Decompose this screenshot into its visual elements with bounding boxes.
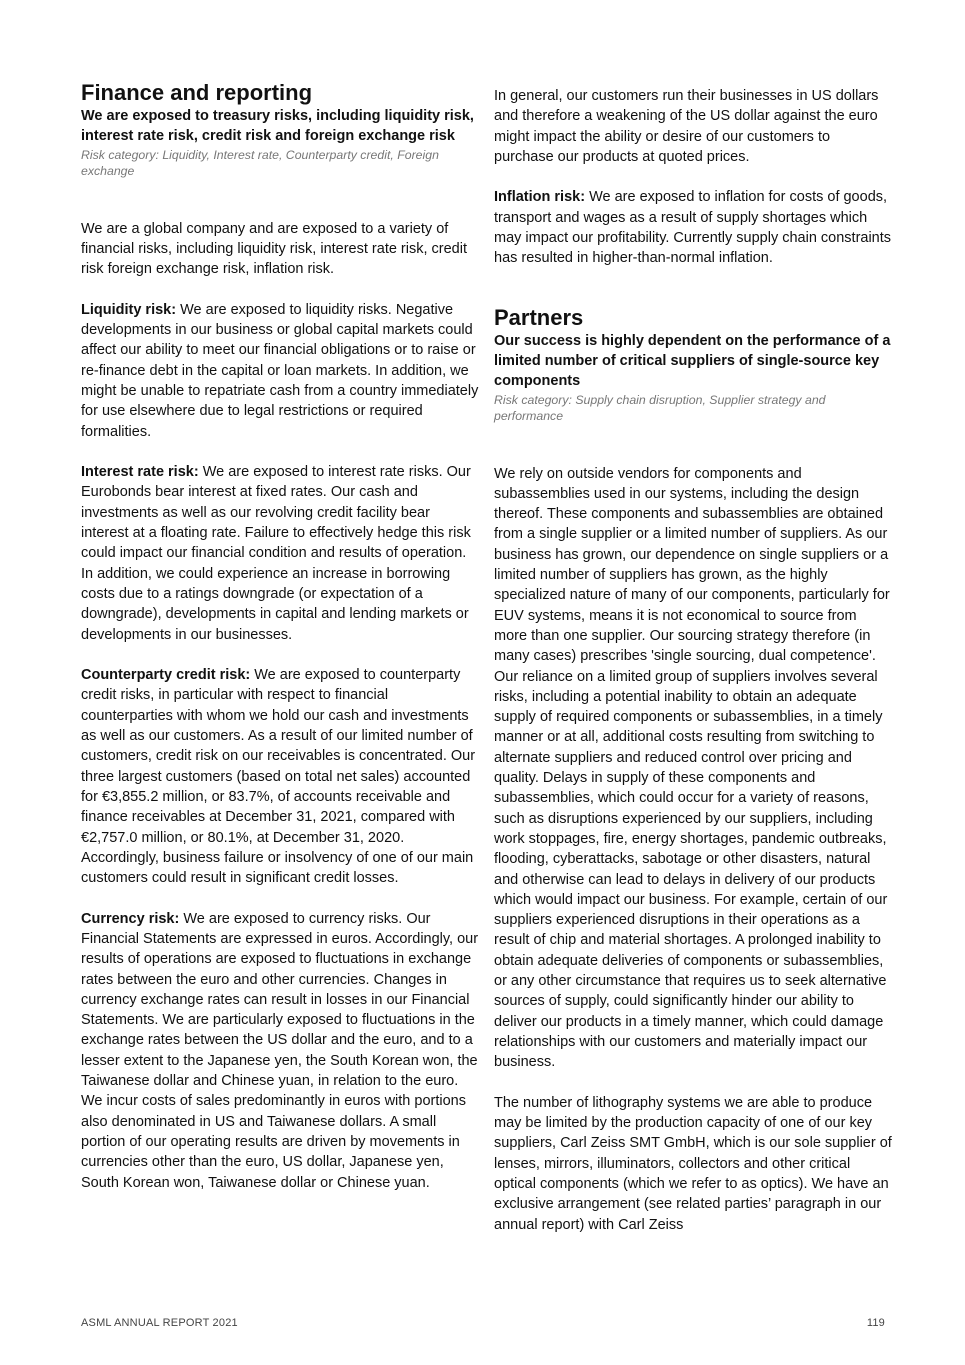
interest-rate-risk-paragraph — [81, 462, 479, 645]
paragraph-text: We are exposed to counterparty credit risks, in particular with respect to financial counterparties with whom we hold our cash and investments as well as our customers. As a result of our limited number of customers, credit risk on our receivables is concentrated. Our three largest customers (based on total net sales) accounted for €3,855.2 million, or 83.7%, of accounts receivable and finance receivables at December 31, 2021, compared with €2,757.0 million, or 80.1%, at December 31, 2020. Accordingly, business failure or insolvency of one of our main customers could result in significant credit losses. — [81, 667, 476, 887]
right-column — [494, 86, 892, 1255]
currency-risk-paragraph — [81, 909, 479, 1193]
paragraph-text: We are exposed to liquidity risks. Negative developments in our business or global capital markets could affect our ability to meet our financial obligations or to raise or re-finance debt in the capital or loan markets. In addition, we might be unable to repatriate cash from a country immediately for use elsewhere due to legal restrictions or required formalities. — [81, 301, 479, 440]
paragraph-label: Currency risk: — [81, 910, 180, 927]
footer-report-title: ASML ANNUAL REPORT 2021 — [81, 1317, 238, 1329]
paragraph-text: We are exposed to currency risks. Our Financial Statements are expressed in euros. Accordingly, our results of operations are exposed to fluctuations in exchange rates between the euro and other currencies. Changes in currency exchange rates can result in losses in our Financial Statements. We are particularly exposed to fluctuations in the exchange rates between the US dollar and the euro, and to a lesser extent to the Japanese yen, the South Korean won, the Taiwanese dollar and Chinese yuan, in relation to the euro. We incur costs of sales predominantly in euros with portions also denominated in US and Taiwanese dollars. A small portion of our operating results are driven by movements in currencies other than the euro, US dollar, Japanese yen, South Korean won, Taiwanese dollar or Chinese yuan. — [81, 910, 479, 1191]
paragraph-label: Inflation risk: — [494, 189, 586, 206]
paragraph-label: Counterparty credit risk: — [81, 667, 251, 684]
partners-risk-category: Risk category: Supply chain disruption, Supplier strategy and performance — [494, 392, 826, 423]
left-column — [81, 80, 479, 1213]
partners-section — [494, 305, 892, 1235]
finance-risk-subtitle: We are exposed to treasury risks, including liquidity risk, interest rate risk, credit risk and foreign exchange risk — [81, 108, 474, 145]
counterparty-credit-risk-paragraph — [81, 665, 479, 888]
inflation-risk-paragraph — [494, 187, 892, 268]
section-title-finance: Finance and reporting — [81, 80, 313, 105]
finance-intro: We are a global company and are exposed to a variety of financial risks, including liquidity risk, interest rate risk, credit risk foreign exchange risk, inflation risk. — [81, 220, 467, 278]
section-title-partners: Partners — [494, 304, 584, 330]
finance-risk-category: Risk category: Liquidity, Interest rate, Counterparty credit, Foreign exchange — [81, 147, 439, 178]
partners-paragraph: We rely on outside vendors for components and subassemblies used in our systems, including the design thereof. These components and subassemblies are obtained from a single supplier or a limited number of suppliers. As our business has grown, our dependence on single suppliers or a limited number of suppliers has grown, as the highly specialized nature of many of our components, particularly for EUV systems, means it is not economical to source from more than one supplier. Our sourcing strategy therefore (in many cases) prescribes 'single sourcing, dual competence'. Our reliance on a limited group of suppliers involves several risks, including a potential inability to obtain an adequate supply of required components or subassemblies, in a timely manner or at all, additional costs resulting from switching to alternate suppliers and reduced control over pricing and quality. Delays in supply of these components and subassemblies, which could occur for a variety of reasons, such as disruptions experienced by our suppliers, including work stoppages, fire, energy shortages, pandemic outbreaks, flooding, cyberattacks, sabotage or other disasters, natural and otherwise can lead to delays in delivery of our products which would impact our business. For example, certain of our suppliers experienced disruptions in their operations as a result of chip and material shortages. A prolonged inability to obtain adequate deliveries of components or subassemblies, or any other circumstance that requires us to seek alternative sources of supply, could significantly hinder our ability to deliver our products in a timely manner, which could damage relationships with our customers and materially impact our business. — [494, 465, 890, 1071]
currency-risk-continued: In general, our customers run their businesses in US dollars and therefore a weakening of the US dollar against the euro might impact the ability or desire of our customers to purchase our products at quoted prices. — [494, 88, 879, 165]
partners-risk-subtitle: Our success is highly dependent on the performance of a limited number of critical suppliers of single-source key components — [494, 332, 891, 390]
liquidity-risk-paragraph — [81, 300, 479, 442]
page-number: 119 — [866, 1317, 885, 1329]
paragraph-text: We are exposed to inflation for costs of goods, transport and wages as a result of supply shortages which may impact our profitability. Currently supply chain constraints has resulted in higher-than-normal inflation. — [494, 189, 892, 267]
paragraph-label: Liquidity risk: — [81, 301, 177, 318]
paragraph-text: We are exposed to interest rate risks. Our Eurobonds bear interest at fixed rates. Our cash and investments as well as our revolving credit facility bear interest at a floating rate. Failure to effectively hedge this risk could impact our financial condition and results of operation. In addition, we could experience an increase in borrowing costs due to a ratings downgrade (or expectation of a downgrade), developments in capital and lending markets or developments in our businesses. — [81, 464, 471, 643]
paragraph-label: Interest rate risk: — [81, 464, 199, 481]
partners-paragraph: The number of lithography systems we are able to produce may be limited by the production capacity of one of our key suppliers, Carl Zeiss SMT GmbH, which is our sole supplier of lenses, mirrors, illuminators, collectors and other critical optical components (which we refer to as optics). We have an exclusive arrangement (see related parties’ paragraph in our annual report) with Carl Zeiss — [494, 1094, 892, 1233]
